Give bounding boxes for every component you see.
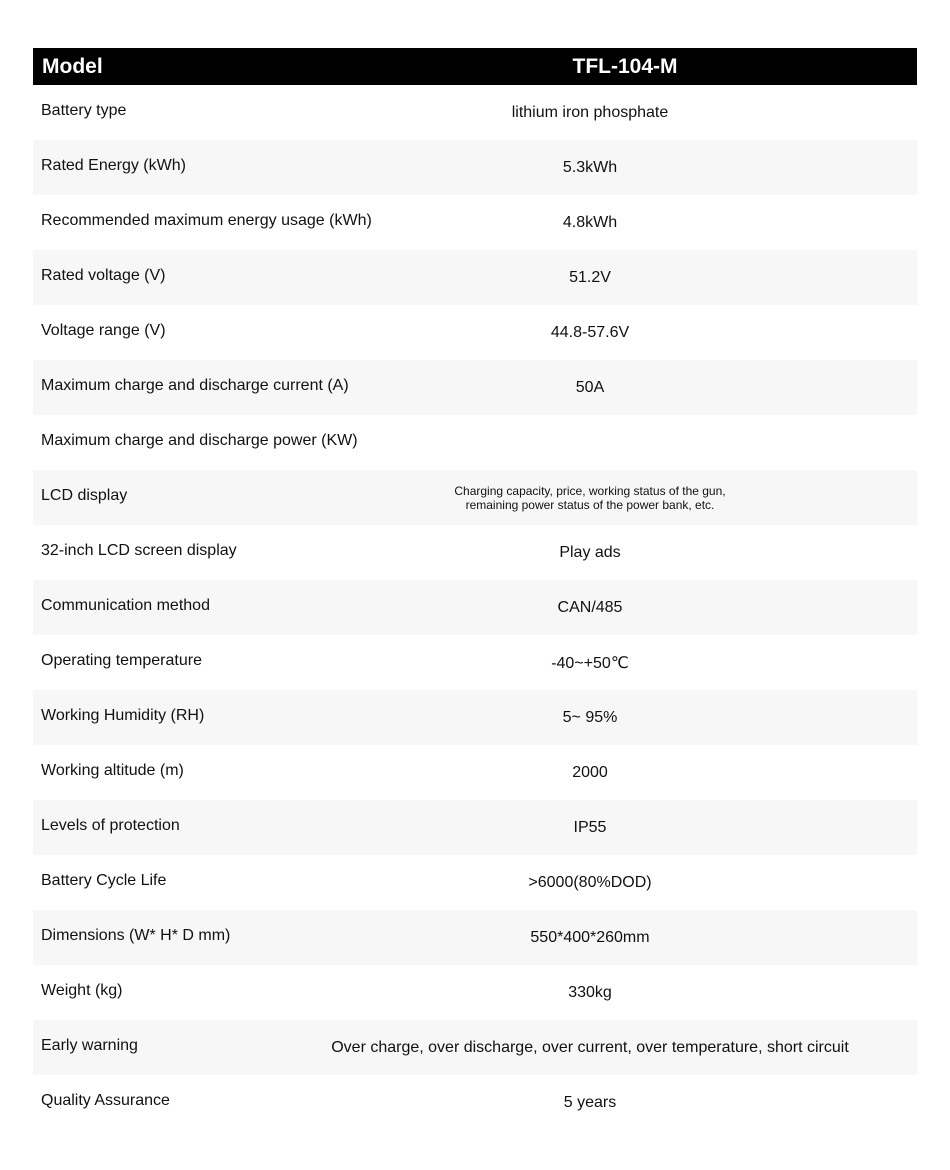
row-value: CAN/485 [557, 598, 623, 616]
row-label: Maximum charge and discharge power (KW) [41, 431, 358, 449]
row-value: >6000(80%DOD) [528, 873, 652, 891]
table-header-row [33, 48, 917, 85]
row-value: 5~ 95% [562, 708, 618, 726]
row-label: Early warning [41, 1036, 138, 1054]
row-label: LCD display [41, 486, 128, 504]
row-value: IP55 [573, 818, 607, 836]
row-label: Operating temperature [41, 651, 202, 669]
table-row-screen-display [33, 525, 917, 580]
row-value: 50A [575, 378, 605, 396]
table-row-early-warning [33, 1020, 917, 1075]
table-row-recommended-energy [33, 195, 917, 250]
table-row-voltage-range [33, 305, 917, 360]
table-row-weight [33, 965, 917, 1020]
row-value: lithium iron phosphate [511, 103, 669, 121]
table-row-communication [33, 580, 917, 635]
table-row-cycle-life [33, 855, 917, 910]
row-label: Levels of protection [41, 816, 180, 834]
row-label: Dimensions (W* H* D mm) [41, 926, 231, 944]
row-value: Over charge, over discharge, over current, over temperature, short circuit [331, 1038, 849, 1056]
row-value: -40~+50℃ [551, 654, 629, 672]
row-value: 5.3kWh [562, 158, 618, 176]
table-row-quality-assurance [33, 1075, 917, 1130]
table-row-rated-voltage [33, 250, 917, 305]
row-label: Battery type [41, 101, 127, 119]
spec-table [33, 48, 917, 1130]
row-value: 550*400*260mm [530, 928, 650, 946]
table-row-rated-energy [33, 140, 917, 195]
table-row-max-power [33, 415, 917, 470]
row-value-line-2: remaining power status of the power bank, etc. [465, 497, 715, 512]
table-row-dimensions [33, 910, 917, 965]
row-label: Recommended maximum energy usage (kWh) [41, 211, 372, 229]
row-value-line-1: Charging capacity, price, working status of the gun, [454, 483, 726, 498]
table-row-protection [33, 800, 917, 855]
row-value [328, 484, 852, 512]
table-row-operating-temperature [33, 635, 917, 690]
row-value: 4.8kWh [562, 213, 618, 231]
row-label: Rated voltage (V) [41, 266, 166, 284]
row-value: 51.2V [569, 268, 611, 286]
header-label: Model [42, 54, 103, 78]
row-value: 5 years [563, 1093, 617, 1111]
row-value: 330kg [568, 983, 612, 1001]
row-label: Working altitude (m) [41, 761, 184, 779]
row-label: Voltage range (V) [41, 321, 166, 339]
row-label: 32-inch LCD screen display [41, 541, 237, 559]
row-value: 44.8-57.6V [550, 323, 630, 341]
table-row-altitude [33, 745, 917, 800]
table-row-battery-type [33, 85, 917, 140]
row-value: 2000 [572, 763, 608, 781]
table-row-max-current [33, 360, 917, 415]
table-row-lcd-display [33, 470, 917, 525]
row-label: Maximum charge and discharge current (A) [41, 376, 349, 394]
row-label: Weight (kg) [41, 981, 123, 999]
table-row-humidity [33, 690, 917, 745]
row-label: Communication method [41, 596, 210, 614]
row-label: Quality Assurance [41, 1091, 170, 1109]
row-value: Play ads [559, 543, 621, 561]
row-label: Battery Cycle Life [41, 871, 167, 889]
row-label: Rated Energy (kWh) [41, 156, 186, 174]
row-label: Working Humidity (RH) [41, 706, 205, 724]
header-model-value: TFL-104-M [572, 54, 678, 78]
